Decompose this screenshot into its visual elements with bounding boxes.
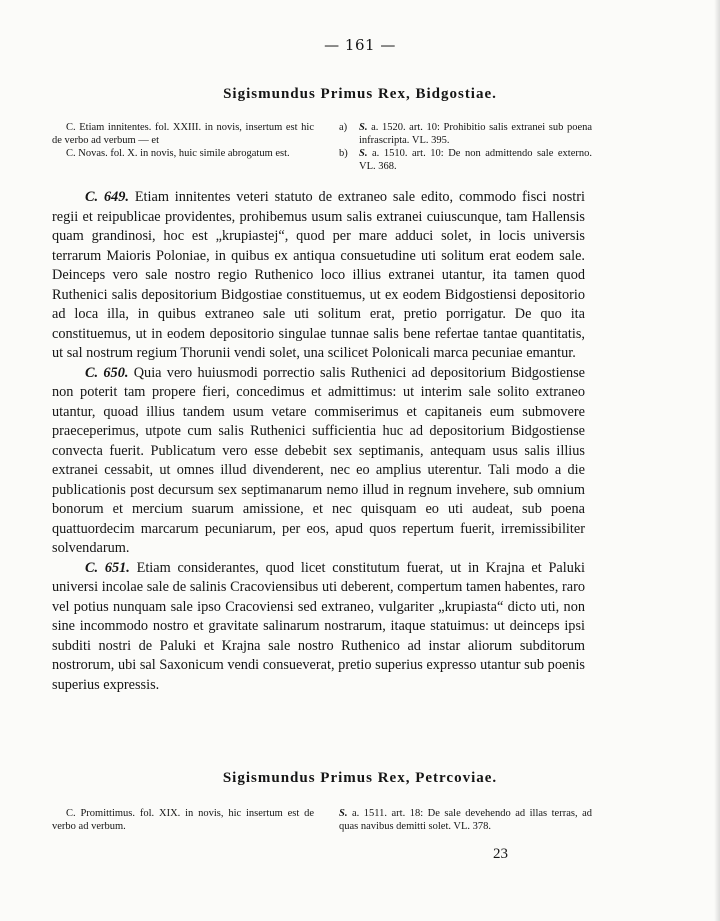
footnote-text: a. 1510. art. 10: De non admittendo sale externo. VL. 368. [359,148,593,172]
paragraph-text: Etiam innitentes veteri statuto de extraneo sale edito, commodo fisci nostri regii et reipublicae providentes, prohibemus usum salis extranei cuiuscunque, tam Hallensis quam grandinosi, hoc est „krupiastej“, quod per mare adduci solet, in locis universis terrarum Maioris Poloniae, in quibus ex antiqua consuetudine uti solitum erat eodem sale. Deinceps vero sale nostro regio Ruthenico loco illius extranei utantur, ita tamen quod Ruthenici salis depositorium Bidgostiae constituemus, ut ex eodem Bidgostiensi depositorio ad loca illa, in quibus extraneo sale uti solitum erat, pretio porrigatur. De quo ita constituemus, ut in eodem depositorio singulae tunnae salis bene refertae tantae quantitatis, ut sal nostrum regium Thorunii vendi solet, una scilicet Polonicali marca pecuniae emantur. [52,189,585,361]
paragraph-text: Quia vero huiusmodi porrectio salis Ruthenici ad depositorium Bidgostiense non poterit tam propere fieri, concedimus et admittimus: ut interim sale solito extraneo utantur, quoad illius tandem usum vetare commiserimus et capitaneis eum submovere praeceperimus, utpote cum salis Ruthenici sufficientia huc ad depositorium Bidgostiense convecta fuerit. Publicatum vero esse debebit sex septimanis, antequam usus salis illius extranei cessabit, ut omnes illud divenderent, nec eo amplius uterentur. Tali modo a die publicationis post decursum sex septimanarum nemo illud in regnum invehere, sub omnium bonorum et mercium suarum amissione, et nec quisquam eo uti audeat, sub poena quattuordecim marcarum pecuniarum, per eos, apud quos repertum fuerit, irremissibiliter solvendarum. [52,364,585,556]
section2-notes [52,807,592,833]
signature-mark: 23 [493,846,508,862]
footnote-mark: a) [339,122,348,133]
section-heading-petrcoviae: Sigismundus Primus Rex, Petrcoviae. [222,770,498,786]
section-heading-bidgostiae: Sigismundus Primus Rex, Bidgostiae. [223,86,497,102]
footnote-text: a. 1511. art. 18: De sale devehendo ad illas terras, ad quas navibus demitti solet. VL. 378. [339,808,593,832]
footnote-b [339,147,592,173]
footnote-a [339,121,592,147]
note-left: C. Promittimus. fol. XIX. in novis, hic insertum est de verbo ad verbum. [52,808,314,832]
main-text [52,188,585,695]
notes-right-column [339,807,592,833]
footnote-text: a. 1520. art. 10: Prohibitio salis extranei sub poena infrascripta. VL. 395. [359,122,593,146]
note-right [339,807,592,833]
page-number: — 161 — [324,36,396,54]
article-number: C. 649. [85,189,129,205]
statute-ref: S. [339,808,348,819]
footnote-mark: b) [339,148,348,159]
paragraph-text: Etiam considerantes, quod licet constitutum fuerat, ut in Krajna et Paluki universi incolae sale de salinis Cracoviensibus uti deberent, compertum tamen habentes, raro vel potius nunquam sale ipso Cracoviensi sed extraneo, vulgariter „krupiasta“ dicto uti, non sine incommodo nostro et gravitate salinarum nostrarum, itaque statuimus: ut deinceps ipsi subditi nostri de Paluki et Krajna sale nostro Ruthenico ad instar aliorum subditorum nostrorum, ubi sal Saxonicum vendi consueverat, pretio superius expresso utantur sub poenis superius expressis. [52,559,585,693]
note-left-2: C. Novas. fol. X. in novis, huic simile abrogatum est. [66,148,290,159]
notes-left-column [52,807,314,833]
paragraph-c650 [52,364,585,559]
notes-left-column [52,121,314,173]
page-edge-shadow [714,0,720,921]
article-number: C. 650. [85,364,129,381]
paragraph-c651 [52,559,585,696]
article-number: C. 651. [85,559,130,576]
paragraph-c649 [52,188,585,364]
statute-ref: S. [359,122,368,133]
section1-notes [52,121,592,173]
note-left-1: C. Etiam innitentes. fol. XXIII. in novis, insertum est hic de verbo ad verbum — et [52,122,314,146]
statute-ref: S. [359,148,368,159]
notes-right-column [339,121,592,173]
